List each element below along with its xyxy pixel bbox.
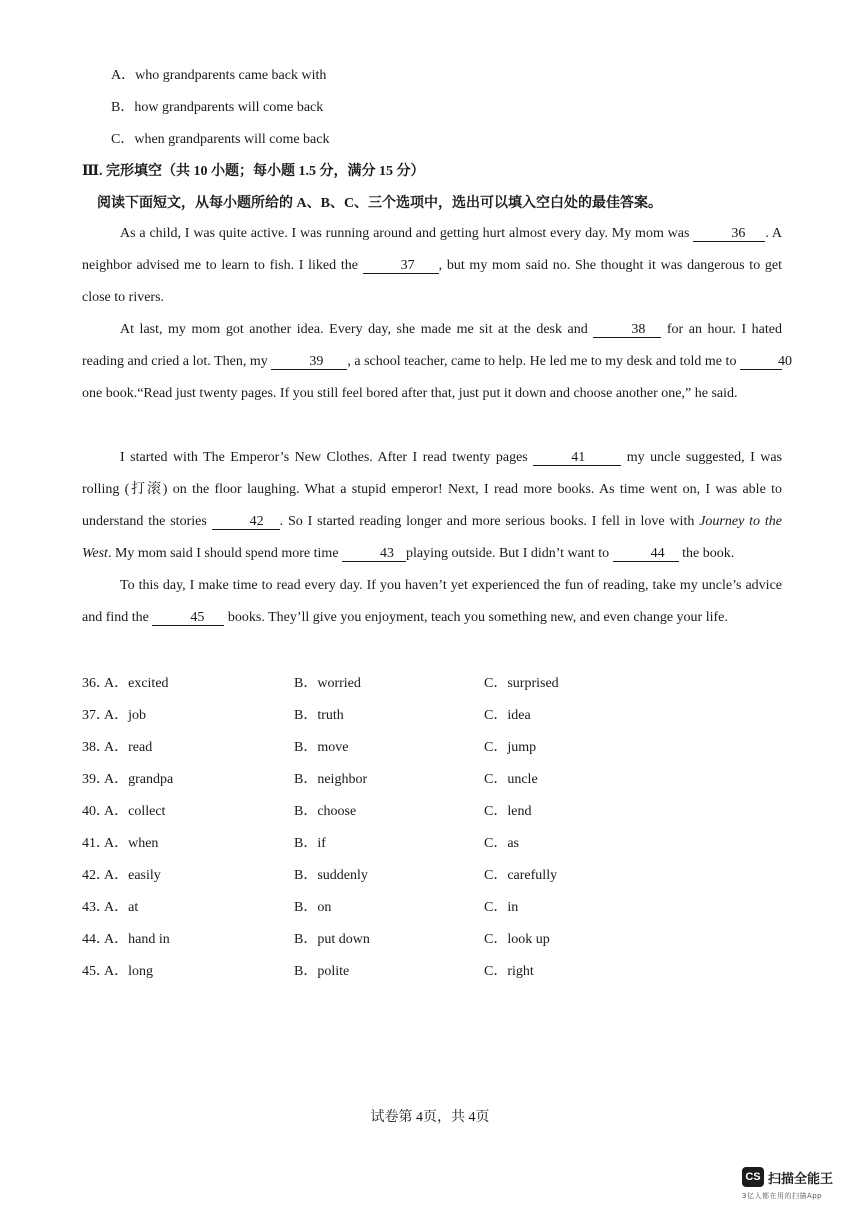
option-c: C．as [484,836,519,851]
option-c: C．right [484,964,534,979]
option-c: C．uncle [484,772,538,787]
option-b: B．on [294,900,332,915]
question-number: 43． [82,900,110,915]
option-c: C．lend [484,804,532,819]
passage-text: . My mom said I should spend more time [107,546,343,561]
blank-43: 43 [342,546,406,562]
option-c: C．surprised [484,676,559,691]
option-c: C．look up [484,932,550,947]
previous-option-a: A．who grandparents came back with [111,68,327,83]
passage-text: To this day, I make time to read every day. If you haven’t yet experienced the fun of reading, take my uncle’s advice and find the [82,578,782,625]
passage-text: , a school teacher, came to help. He led me to my desk and told me to [347,354,740,369]
question-number: 42． [82,868,110,883]
passage-text: I started with The Emperor’s New Clothes. After I read twenty pages [120,450,534,465]
option-c: C．in [484,900,519,915]
question-row [82,960,782,980]
option-c: C．jump [484,740,537,755]
passage-paragraph-1 [82,218,782,314]
question-row [82,768,782,788]
option-b: B．suddenly [294,868,368,883]
blank-44: 44 [613,546,679,562]
blank-39: 39 [271,354,347,370]
option-a: A．grandpa [104,772,174,787]
option-a: A．easily [104,868,161,883]
passage-text: At last, my mom got another idea. Every day, she made me sit at the desk and [120,322,594,337]
blank-36: 36 [693,226,765,242]
question-number: 37． [82,708,110,723]
passage-text: . So I started reading longer and more serious books. I fell in love with [279,514,700,529]
passage-text: books. They’ll give you enjoyment, teach you something new, and even change your life. [224,610,728,625]
blank-38: 38 [593,322,661,338]
blank-42: 42 [212,514,280,530]
previous-option-b: B．how grandparents will come back [111,100,324,115]
scanner-tagline: 3亿人都在用的扫描App [742,1192,823,1200]
question-number: 39． [82,772,110,787]
question-number: 44． [82,932,110,947]
question-row [82,800,782,820]
question-number: 38． [82,740,110,755]
question-row [82,864,782,884]
passage-text: , but my mom said no. She thought it was dangerous to get close to rivers. [82,258,782,305]
passage-paragraph-2 [82,314,792,410]
question-row [82,832,782,852]
page-footer: 试卷第 4页，共 4页 [370,1110,490,1125]
option-c: C．carefully [484,868,558,883]
option-b: B．worried [294,676,361,691]
blank-45: 45 [152,610,224,626]
passage-text: my uncle suggested, I was rolling (打滚) on the floor laughing. What a stupid emperor! Next, I read more books. As time went on, I was able to understand the stories [82,450,783,529]
section-instruction: 阅读下面短文，从每小题所给的 A、B、C、三个选项中，选出可以填入空白处的最佳答案。 [97,196,663,211]
section-title: Ⅲ. 完形填空（共 10 小题；每小题 1.5 分，满分 15 分） [82,164,425,179]
option-b: B．put down [294,932,370,947]
book-title: Journey to the West [82,514,782,561]
passage-paragraph-3 [82,442,782,570]
passage-text: the book. [678,546,735,561]
previous-option-c: C．when grandparents will come back [111,132,330,147]
option-b: B．if [294,836,326,851]
passage-text: . A neighbor advised me to learn to fish. I liked the [82,226,782,273]
passage-paragraph-4 [82,570,782,634]
option-c: C．idea [484,708,531,723]
option-a: A．collect [104,804,166,819]
blank-40: 40 [740,354,782,370]
scanner-app-name: 扫描全能王 [768,1172,834,1187]
option-b: B．neighbor [294,772,368,787]
question-number: 36． [82,676,110,691]
option-a: A．read [104,740,153,755]
question-number: 40． [82,804,110,819]
passage-text: for an hour. I hated reading and cried a lot. Then, my [82,322,782,369]
question-row [82,672,782,692]
option-a: A．hand in [104,932,170,947]
blank-37: 37 [363,258,439,274]
camscanner-logo-icon: CS [742,1167,764,1187]
question-row [82,736,782,756]
question-number: 45． [82,964,110,979]
option-b: B．polite [294,964,350,979]
option-a: A．long [104,964,153,979]
option-a: A．at [104,900,139,915]
blank-41: 41 [533,450,621,466]
passage-text: As a child, I was quite active. I was running around and getting hurt almost every day. My mom was [120,226,694,241]
question-row [82,928,782,948]
option-b: B．choose [294,804,357,819]
question-row [82,896,782,916]
option-a: A．job [104,708,146,723]
passage-text: one book.“Read just twenty pages. If you still feel bored after that, just put it down and choose another one,” he said. [82,386,738,401]
question-number: 41． [82,836,110,851]
option-b: B．move [294,740,349,755]
option-a: A．excited [104,676,169,691]
option-b: B．truth [294,708,344,723]
passage-text: playing outside. But I didn’t want to [406,546,613,561]
option-a: A．when [104,836,159,851]
question-row [82,704,782,724]
